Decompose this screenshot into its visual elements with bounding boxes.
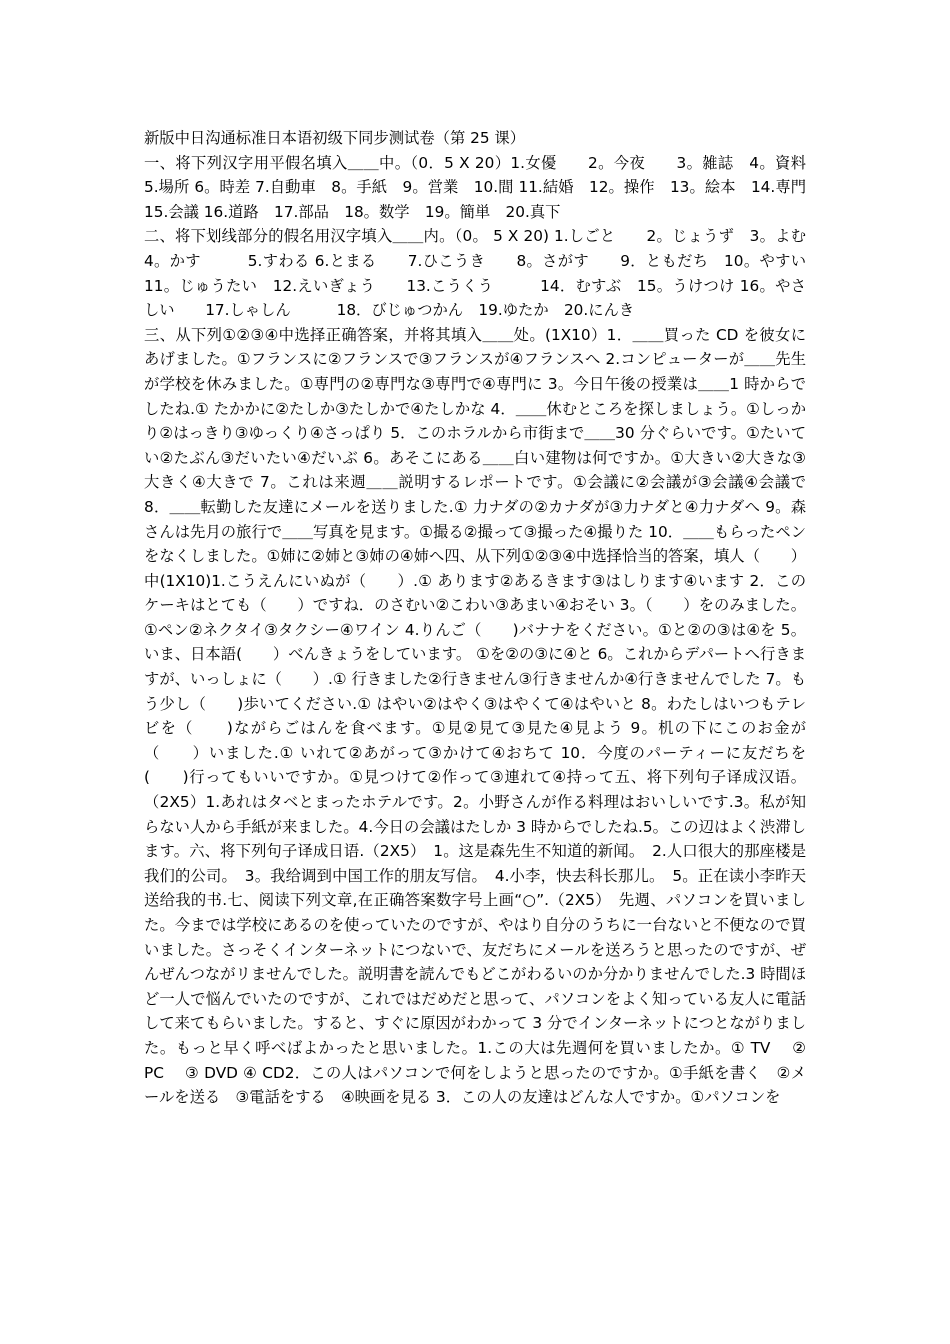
section-3-to-7-paragraph: 三、从下列①②③④中选择正确答案，并将其填入＿＿处。(1X10）1．＿＿買った CD を彼女にあげました。①フランスに②フランスで③フランスが④フランスへ 2.コンピューターが＿＿先生が学校を休みました。①専門の②専門な③専門で④専門に 3。今日午後の授業は＿＿1 時からでしたね.① たかかに②たしか③たしかで④たしかな 4．＿＿休むところを探しましょう。①しっかり②はっきり③ゆっくり④さっぱり 5．このホラルから市街まで＿＿30 分ぐらいです。①たいてい②たぶん③だいたい④だいぶ 6。あそこにある＿＿白い建物は何ですか。①大きい②大きな③大きく④大きで 7。これは来週＿＿説明するレポートです。①会議に②会議が③会議④会議で 8．＿＿転勤した友達にメールを送りました.① 力ナダの②カナダが③力ナダと④力ナダへ 9。森さんは先月の旅行で＿＿写真を見ます。①撮る②撮って③撮った④撮りた 10．＿＿もらったペンをなくしました。①姉に②姉と③姉の④姉へ四、从下列①②③④中选择恰当的答案，填人（ ）中(1X10)1.こうえんにいぬが（ ）.① あります②あるきます③はしります④います 2．このケーキはとても（ ）ですね．のさむい②こわい③あまい④おそい 3。（ ）をのみました。①ペン②ネクタイ③タクシー④ワイン 4.りんご（ )バナナをください。①と②の③は④を 5。いま、日本語( ）べんきょうをしています。 ①を②の③に④と 6。これからデパートへ行きますが、いっしょに（ ）.① 行きました②行きません③行きませんか④行きませんでした 7。もう少し（ )歩いてください.① はやい②はやく③はやくて④はやいと 8。わたしはいつもテレビを（ )ながらごはんを食べます。①見②見て③見た④見よう 9。机の下にこのお金が（ ）いました.① いれて②あがって③かけて④おちて 10．今度のパーティーに友だちを( )行ってもいいですか。①見つけて②作って③連れて④持って五、将下列句子译成汉语。（2X5）1.あれはタベとまったホテルです。2。小野さんが作る料理はおいしいです.3。私が知らない人から手紙が来ました。4.今日の会議はたしか 3 時からでしたね.5。この辺はよく渋滞します。六、将下列句子译成日语.（2X5） 1。这是森先生不知道的新闻。 2.人口很大的那座楼是我们的公司。 3。我给调到中国工作的朋友写信。 4.小李，快去科长那儿。 5。正在读小李昨天送给我的书.七、阅读下列文章,在正确答案数字号上画“○”.（2X5） 先週、パソコンを買いました。今までは学校にあるのを使っていたのですが、やはり自分のうちに一台ないと不便なので買いました。さっそくインターネットにつないで、友だちにメールを送ろうと思ったのですが、ぜんぜんつながリませんでした。説明書を読んでもどこがわるいのか分かりませんでした.3 時間ほど一人で悩んでいたのですが、これではだめだと思って、パソコンをよく知っている友人に電話して来てもらいました。すると、すぐに原因がわかって 3 分でインターネットにつとながりました。もっと早く呼べばよかったと思いました。1.この大は先週何を買いましたか。① TV ② PC ③ DVD ④ CD2．この人はパソコンで何をしようと思ったのですか。①手紙を書く ②メールを送る ③電話をする ④映画を見る 3．この人の友達はどんな人ですか。①パソコンを [144, 325, 806, 1107]
document-body [144, 126, 837, 1110]
section-1-paragraph: 一、将下列汉字用平假名填入＿＿中。（0．5 X 20）1.女優 2。今夜 3。雑誌 4。資料 5.場所 6。時差 7.自動車 8。手紙 9。営業 10.間 11.結婚 12。操作 13。絵本 14.専門 15.会議 16.道路 17.部品 18。数学 19。簡単 20.真下 [144, 153, 822, 221]
document-title: 新版中日沟通标准日本语初级下同步测试卷（第 25 课） [144, 129, 526, 147]
section-2-paragraph: 二、将下划线部分的假名用汉字填入＿＿内。（0。 5 X 20) 1.しごと 2。じょうず 3。よむ 4。かす 5.すわる 6.とまる 7.ひこうき 8。さがす 9．ともだち 10。やすい 11。じゅうたい 12.えいぎょう 13.こうくう 14．むすぶ 15。うけつけ 16。やさしい 17.しゃしん 18．びじゅつかん 19.ゆたか 20.にんき [144, 227, 837, 320]
